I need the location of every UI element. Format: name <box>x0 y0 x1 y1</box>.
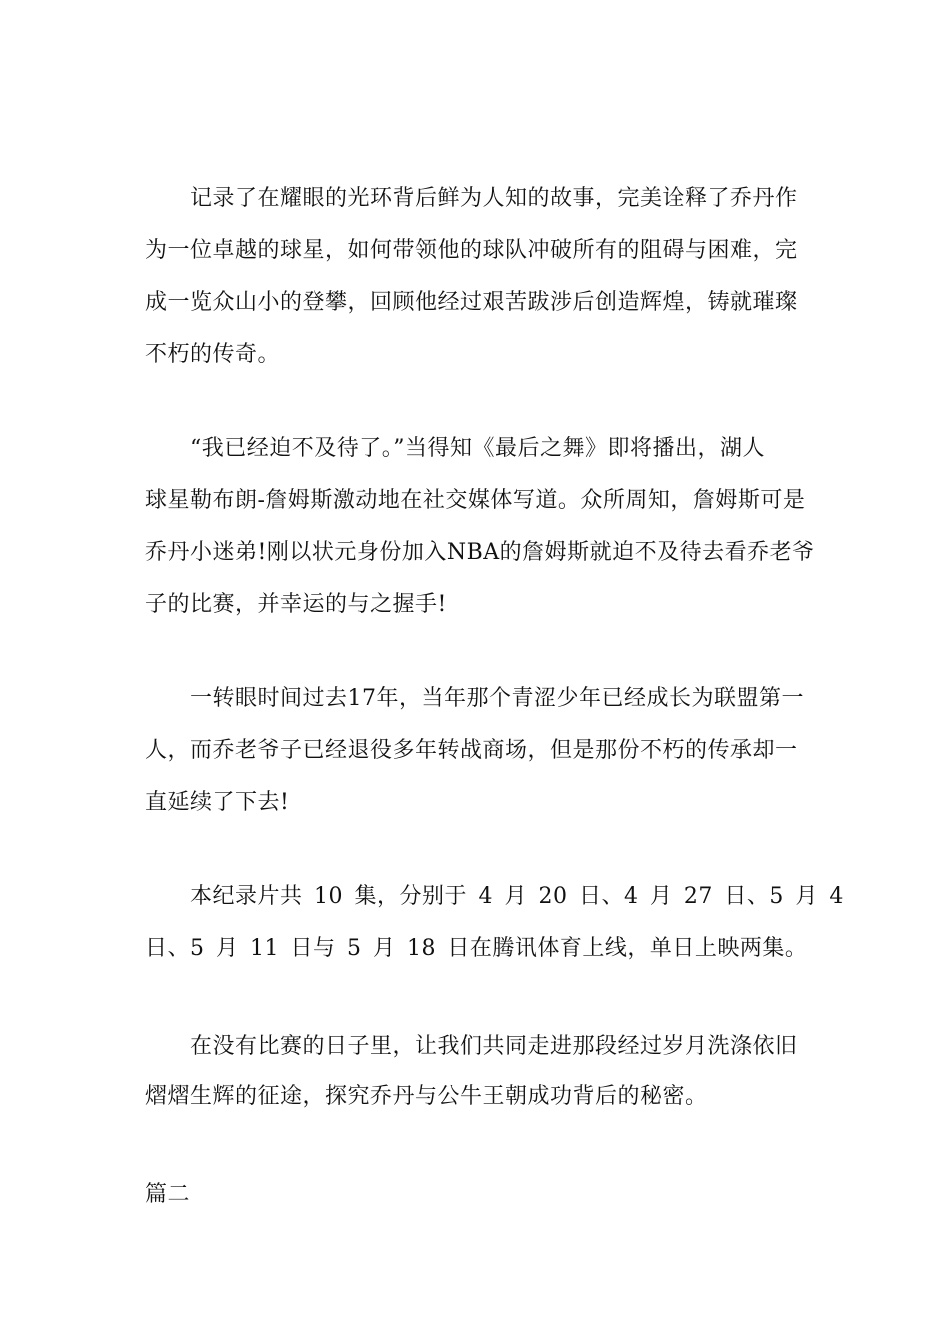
paragraph-2-line-2: 球星勒布朗-詹姆斯激动地在社交媒体写道。众所周知，詹姆斯可是 <box>145 488 806 513</box>
paragraph-3-line-1: 一转眼时间过去17年，当年那个青涩少年已经成长为联盟第一 <box>190 686 804 711</box>
paragraph-5-line-1: 在没有比赛的日子里，让我们共同走进那段经过岁月洗涤依旧 <box>190 1034 798 1059</box>
paragraph-2-line-4: 子的比赛，并幸运的与之握手! <box>145 592 447 617</box>
paragraph-2-line-3: 乔丹小迷弟!刚以状元身份加入NBA的詹姆斯就迫不及待去看乔老爷 <box>145 540 815 565</box>
paragraph-4-line-2: 日、5 月 11 日与 5 月 18 日在腾讯体育上线，单日上映两集。 <box>145 936 808 961</box>
paragraph-1-line-3: 成一览众山小的登攀，回顾他经过艰苦跋涉后创造辉煌，铸就璀璨 <box>145 290 798 315</box>
paragraph-4-line-1: 本纪录片共 10 集，分别于 4 月 20 日、4 月 27 日、5 月 4 <box>190 884 844 909</box>
paragraph-3-line-3: 直延续了下去! <box>145 790 290 815</box>
paragraph-1-line-4: 不朽的传奇。 <box>145 342 281 367</box>
paragraph-3-line-2: 人，而乔老爷子已经退役多年转战商场，但是那份不朽的传承却一 <box>145 738 798 763</box>
section-heading: 篇二 <box>145 1182 191 1207</box>
paragraph-2-line-1: “我已经迫不及待了。”当得知《最后之舞》即将播出，湖人 <box>190 436 765 461</box>
paragraph-5-line-2: 熠熠生辉的征途，探究乔丹与公牛王朝成功背后的秘密。 <box>145 1084 708 1109</box>
paragraph-1-line-1: 记录了在耀眼的光环背后鲜为人知的故事，完美诠释了乔丹作 <box>190 186 798 211</box>
paragraph-1-line-2: 为一位卓越的球星，如何带领他的球队冲破所有的阻碍与困难，完 <box>145 238 798 263</box>
